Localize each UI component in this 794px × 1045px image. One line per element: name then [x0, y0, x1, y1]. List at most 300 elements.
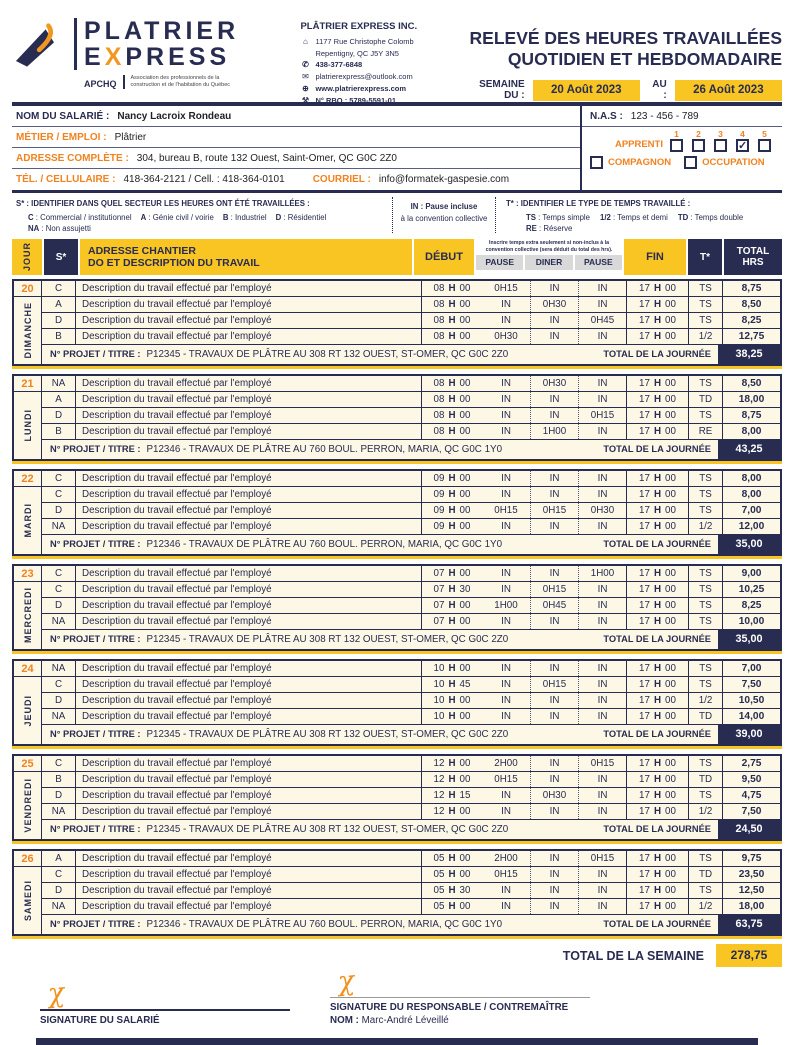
apprenti-checkbox-4[interactable]: ✓ [738, 140, 748, 152]
project-value: P12345 - TRAVAUX DE PLÂTRE AU 308 RT 132 OUEST, ST-OMER, QC G0C 2Z0 [146, 634, 509, 645]
work-description-cell: Description du travail effectué par l'employé [76, 851, 422, 866]
pause1-cell: 2H00 [494, 853, 518, 864]
day-name [14, 677, 41, 744]
pause2-cell: IN [578, 582, 626, 597]
hour-separator: H [653, 885, 662, 896]
fin-cell [626, 851, 688, 866]
fin-cell [626, 899, 688, 914]
work-description-cell: Description du travail effectué par l'employé [76, 297, 422, 312]
col-header-description: ADRESSE CHANTIER DO ET DESCRIPTION DU TRAVAIL [80, 239, 412, 275]
table-row [42, 756, 780, 772]
hour-value: 07 [433, 616, 445, 627]
diner-cell: 0H45 [530, 598, 578, 613]
employee-signature-line[interactable] [40, 1009, 290, 1011]
day-mercredi [12, 564, 782, 654]
legend-sector-item: NA : Non assujetti [28, 224, 91, 233]
row-total-cell: 8,00 [722, 471, 780, 486]
hour-separator: H [448, 473, 456, 484]
fin-cell [626, 519, 688, 534]
sector-code-cell: D [42, 503, 76, 518]
minute-value: 00 [665, 616, 676, 627]
time-type-cell: TS [688, 614, 722, 629]
hour-value: 12 [433, 806, 445, 817]
pause1-cell: IN [501, 711, 511, 722]
project-row [42, 440, 780, 459]
time-type-cell: 1/2 [688, 329, 722, 344]
compagnon-label: COMPAGNON [608, 157, 672, 168]
compagnon-checkbox[interactable] [590, 156, 603, 169]
week-total-label: TOTAL DE LA SEMAINE [562, 948, 704, 963]
diner-cell: 0H15 [530, 677, 578, 692]
pause1-cell: 0H15 [494, 283, 518, 294]
day-rows [42, 661, 780, 744]
supervisor-signature-line[interactable] [330, 997, 590, 998]
work-description-cell: Description du travail effectué par l'employé [76, 899, 422, 914]
nas-row [582, 106, 782, 127]
legend-pause [392, 197, 496, 233]
time-type-cell: TS [688, 756, 722, 771]
minute-value: 00 [665, 695, 676, 706]
row-total-cell: 10,00 [722, 614, 780, 629]
fin-cell [626, 281, 688, 296]
hour-separator: H [448, 853, 456, 864]
diner-cell: 0H30 [530, 297, 578, 312]
table-row [42, 408, 780, 424]
row-total-cell: 8,75 [722, 281, 780, 296]
apprenti-level-2 [691, 129, 706, 152]
time-type-cell: TS [688, 408, 722, 423]
debut-cell [422, 661, 482, 676]
debut-cell [422, 313, 482, 328]
employee-signature-mark: χ [46, 977, 66, 1010]
sector-code-cell: NA [42, 709, 76, 724]
day-total-value: 39,00 [718, 725, 780, 744]
day-name-text: VENDREDI [22, 778, 33, 833]
hour-value: 17 [639, 695, 650, 706]
debut-cell [422, 598, 482, 613]
hour-value: 17 [639, 600, 650, 611]
hour-separator: H [653, 283, 662, 294]
table-row [42, 519, 780, 535]
hour-value: 05 [433, 869, 445, 880]
hour-separator: H [653, 378, 662, 389]
sector-code-cell: NA [42, 376, 76, 391]
hour-value: 10 [433, 711, 445, 722]
minute-value: 00 [459, 853, 471, 864]
row-total-cell: 18,00 [722, 899, 780, 914]
apprenti-number: 3 [718, 129, 723, 139]
company-contact-block [300, 8, 462, 107]
hour-separator: H [448, 315, 456, 326]
row-total-cell: 8,25 [722, 598, 780, 613]
minute-value: 00 [459, 315, 471, 326]
hour-separator: H [448, 331, 456, 342]
day-lundi [12, 374, 782, 464]
apprenti-checkbox-3[interactable] [714, 139, 727, 152]
legend-time-code: 1/2 [600, 213, 611, 222]
apprenti-level-3 [713, 129, 728, 152]
row-total-cell: 8,75 [722, 408, 780, 423]
hour-value: 17 [639, 489, 650, 500]
hour-separator: H [448, 505, 456, 516]
pause1-cell: IN [501, 521, 511, 532]
project-row [42, 725, 780, 744]
time-type-cell: TS [688, 582, 722, 597]
project-row [42, 915, 780, 934]
row-total-cell: 7,50 [722, 804, 780, 819]
project-label: N° PROJET / TITRE : [50, 729, 141, 739]
work-description-cell: Description du travail effectué par l'employé [76, 376, 422, 391]
day-block [12, 849, 782, 936]
project-label: N° PROJET / TITRE : [50, 634, 141, 644]
apprenti-number: 2 [696, 129, 701, 139]
week-end-field[interactable]: 26 Août 2023 [675, 80, 782, 101]
hour-value: 08 [433, 394, 445, 405]
legend-sector-item: D : Résidentiel [275, 213, 327, 222]
diner-cell: 0H15 [530, 582, 578, 597]
logo-wordmark [74, 18, 239, 70]
debut-cell [422, 804, 482, 819]
hour-value: 17 [639, 521, 650, 532]
hour-value: 09 [433, 521, 445, 532]
row-total-cell: 9,75 [722, 851, 780, 866]
hour-separator: H [653, 315, 662, 326]
pause2-cell: IN [578, 329, 626, 344]
week-start-field[interactable]: 20 Août 2023 [533, 80, 640, 101]
time-type-cell: TS [688, 487, 722, 502]
minute-value: 00 [665, 901, 676, 912]
project-value: P12346 - TRAVAUX DE PLÂTRE AU 760 BOUL. PERRON, MARIA, QC G0C 1Y0 [146, 444, 503, 455]
hour-value: 17 [639, 331, 650, 342]
table-row [42, 851, 780, 867]
minute-value: 00 [665, 663, 676, 674]
hour-separator: H [448, 711, 456, 722]
employee-address-row [12, 148, 580, 169]
day-block [12, 659, 782, 746]
day-samedi [12, 849, 782, 939]
debut-cell [422, 297, 482, 312]
legend-sector-item: B : Industriel [222, 213, 267, 222]
apprenti-label: APPRENTI [614, 139, 663, 150]
work-description-cell: Description du travail effectué par l'employé [76, 693, 422, 708]
supervisor-name-value: Marc-André Léveillé [361, 1015, 449, 1026]
hour-value: 10 [433, 663, 445, 674]
day-label-column [14, 851, 42, 934]
pause2-cell: IN [578, 297, 626, 312]
table-row [42, 804, 780, 820]
table-row [42, 899, 780, 915]
hour-separator: H [448, 600, 456, 611]
work-description-cell: Description du travail effectué par l'employé [76, 614, 422, 629]
apprenti-number: 1 [674, 129, 679, 139]
diner-cell: IN [530, 329, 578, 344]
day-label-column [14, 661, 42, 744]
sector-code-cell: C [42, 677, 76, 692]
hour-separator: H [448, 584, 456, 595]
pause1-cell: IN [501, 410, 511, 421]
week-range [462, 79, 782, 101]
hour-separator: H [653, 568, 662, 579]
company-rbq: ⚒ N° RBQ : 5789-5591-01 [301, 95, 396, 105]
legend-pause-line2: à la convention collective [400, 213, 488, 223]
day-total-label: TOTAL DE LA JOURNÉE [603, 349, 711, 359]
project-label: N° PROJET / TITRE : [50, 349, 141, 359]
hour-separator: H [653, 679, 662, 690]
hour-value: 17 [639, 426, 650, 437]
debut-cell [422, 471, 482, 486]
fin-cell [626, 376, 688, 391]
project-row [42, 630, 780, 649]
debut-cell [422, 883, 482, 898]
minute-value: 30 [459, 885, 471, 896]
day-total-value: 63,75 [718, 915, 780, 934]
table-row [42, 883, 780, 899]
work-description-cell: Description du travail effectué par l'employé [76, 329, 422, 344]
pause-note: Inscrire temps extra seulement si non-inclus à la convention collective (sera déduit du total des hrs). [485, 240, 613, 253]
pause2-cell: IN [578, 281, 626, 296]
hour-separator: H [448, 885, 456, 896]
table-row [42, 693, 780, 709]
hour-separator: H [653, 426, 662, 437]
work-description-cell: Description du travail effectué par l'employé [76, 598, 422, 613]
day-total-value: 38,25 [718, 345, 780, 364]
pause2-cell: IN [578, 424, 626, 439]
hour-value: 05 [433, 853, 445, 864]
time-type-cell: TS [688, 313, 722, 328]
col-header-type: T* [688, 239, 722, 275]
hour-separator: H [653, 505, 662, 516]
apprenti-checkbox-1[interactable] [670, 139, 683, 152]
hour-value: 17 [639, 663, 650, 674]
hour-separator: H [448, 663, 456, 674]
debut-cell [422, 788, 482, 803]
hour-separator: H [448, 521, 456, 532]
row-total-cell: 7,00 [722, 661, 780, 676]
row-total-cell: 8,25 [722, 313, 780, 328]
company-address: ⌂ 1177 Rue Christophe Colomb Repentigny, QC J5Y 3N5 [300, 36, 462, 59]
table-row [42, 424, 780, 440]
hour-value: 08 [433, 299, 445, 310]
minute-value: 00 [665, 331, 676, 342]
table-row [42, 661, 780, 677]
table-row [42, 297, 780, 313]
company-email: ✉ platrierexpress@outlook.com [302, 71, 413, 81]
work-description-cell: Description du travail effectué par l'employé [76, 487, 422, 502]
debut-cell [422, 614, 482, 629]
col-header-pause2: PAUSE [575, 255, 622, 270]
row-total-cell: 4,75 [722, 788, 780, 803]
pause2-cell: IN [578, 804, 626, 819]
fin-cell [626, 693, 688, 708]
fin-cell [626, 471, 688, 486]
pause2-cell: 0H15 [578, 851, 626, 866]
hour-separator: H [448, 410, 456, 421]
supervisor-name-label: NOM : [330, 1015, 359, 1026]
debut-cell [422, 772, 482, 787]
hour-separator: H [448, 901, 456, 912]
hour-value: 17 [639, 299, 650, 310]
time-type-cell: 1/2 [688, 899, 722, 914]
minute-value: 00 [459, 473, 471, 484]
sector-code-cell: NA [42, 804, 76, 819]
minute-value: 00 [459, 774, 471, 785]
legend-time-type [496, 197, 782, 233]
hour-separator: H [653, 663, 662, 674]
diner-cell: IN [530, 693, 578, 708]
sector-code-cell: B [42, 424, 76, 439]
week-total-row [12, 944, 782, 967]
legend-sector-code: B [222, 213, 229, 222]
work-description-cell: Description du travail effectué par l'employé [76, 392, 422, 407]
debut-cell [422, 408, 482, 423]
table-row [42, 392, 780, 408]
debut-cell [422, 487, 482, 502]
diner-cell: 0H30 [530, 788, 578, 803]
hour-value: 10 [433, 679, 445, 690]
work-description-cell: Description du travail effectué par l'employé [76, 756, 422, 771]
pause2-cell: IN [578, 867, 626, 882]
globe-icon: ⊕ [302, 83, 309, 93]
sector-code-cell: D [42, 408, 76, 423]
day-name-text: JEUDI [22, 694, 33, 727]
day-number: 21 [14, 376, 41, 392]
apprenti-number: 5 [762, 129, 767, 139]
hour-value: 17 [639, 568, 650, 579]
day-label-column [14, 756, 42, 839]
home-icon: ⌂ [303, 37, 308, 47]
pause1-cell: 0H30 [494, 331, 518, 342]
employee-name-label: NOM DU SALARIÉ : [16, 110, 110, 122]
minute-value: 00 [665, 315, 676, 326]
pause2-cell: 0H15 [578, 756, 626, 771]
debut-cell [422, 392, 482, 407]
sector-code-cell: C [42, 471, 76, 486]
debut-cell [422, 424, 482, 439]
minute-value: 00 [665, 489, 676, 500]
hour-separator: H [653, 521, 662, 532]
work-description-cell: Description du travail effectué par l'employé [76, 408, 422, 423]
minute-value: 00 [459, 695, 471, 706]
company-name: PLÂTRIER EXPRESS INC. [300, 21, 418, 32]
diner-cell: IN [530, 471, 578, 486]
compagnon-occupation-row [588, 156, 776, 169]
minute-value: 00 [665, 774, 676, 785]
signatures [12, 967, 782, 1026]
work-description-cell: Description du travail effectué par l'employé [76, 313, 422, 328]
sector-code-cell: NA [42, 614, 76, 629]
occupation-checkbox[interactable] [684, 156, 697, 169]
hour-value: 08 [433, 426, 445, 437]
day-total-label: TOTAL DE LA JOURNÉE [603, 539, 711, 549]
hour-value: 17 [639, 869, 650, 880]
work-description-cell: Description du travail effectué par l'employé [76, 772, 422, 787]
hour-value: 17 [639, 758, 650, 769]
debut-cell [422, 899, 482, 914]
gold-divider [12, 746, 782, 749]
document-title-zone [462, 8, 782, 101]
hour-separator: H [653, 853, 662, 864]
hour-value: 08 [433, 331, 445, 342]
table-row [42, 566, 780, 582]
minute-value: 00 [665, 521, 676, 532]
table-row [42, 582, 780, 598]
supervisor-signature-label: SIGNATURE DU RESPONSABLE / CONTREMAÎTRE [330, 1002, 569, 1013]
minute-value: 00 [665, 426, 676, 437]
sector-code-cell: A [42, 297, 76, 312]
table-row [42, 313, 780, 329]
phone-icon: ✆ [302, 59, 309, 69]
apprenti-checkbox-5[interactable] [758, 139, 771, 152]
sector-code-cell: NA [42, 899, 76, 914]
fin-cell [626, 313, 688, 328]
minute-value: 45 [459, 679, 471, 690]
pause1-cell: IN [501, 885, 511, 896]
sector-code-cell: D [42, 883, 76, 898]
debut-cell [422, 756, 482, 771]
day-name-text: MERCREDI [22, 587, 33, 644]
legend-pause-line1: IN : Pause incluse [410, 202, 478, 211]
project-label: N° PROJET / TITRE : [50, 919, 141, 929]
minute-value: 00 [459, 394, 471, 405]
work-description-cell: Description du travail effectué par l'employé [76, 867, 422, 882]
table-row [42, 614, 780, 630]
hour-separator: H [448, 758, 456, 769]
diner-cell: IN [530, 899, 578, 914]
day-name [14, 772, 41, 839]
project-value: P12346 - TRAVAUX DE PLÂTRE AU 760 BOUL. PERRON, MARIA, QC G0C 1Y0 [146, 919, 503, 930]
fin-cell [626, 756, 688, 771]
hour-value: 17 [639, 853, 650, 864]
hour-value: 17 [639, 283, 650, 294]
diner-cell: 1H00 [530, 424, 578, 439]
hour-separator: H [448, 679, 456, 690]
pause1-cell: IN [501, 315, 511, 326]
debut-cell [422, 519, 482, 534]
pause2-cell: IN [578, 519, 626, 534]
bottom-bar [36, 1038, 758, 1045]
work-description-cell: Description du travail effectué par l'employé [76, 566, 422, 581]
fin-cell [626, 503, 688, 518]
gold-divider [12, 841, 782, 844]
debut-cell [422, 329, 482, 344]
apprenti-level-4 [735, 129, 750, 152]
diner-cell: IN [530, 519, 578, 534]
time-type-cell: TS [688, 851, 722, 866]
time-type-cell: TS [688, 788, 722, 803]
hour-separator: H [653, 901, 662, 912]
sector-code-cell: A [42, 392, 76, 407]
gold-divider [12, 936, 782, 939]
hour-value: 08 [433, 378, 445, 389]
pause1-cell: 2H00 [494, 758, 518, 769]
day-rows [42, 471, 780, 554]
table-row [42, 281, 780, 297]
row-total-cell: 23,50 [722, 867, 780, 882]
supervisor-signature-block [330, 967, 590, 1026]
table-row [42, 376, 780, 392]
apprenti-checkbox-2[interactable] [692, 139, 705, 152]
hour-value: 17 [639, 378, 650, 389]
project-value: P12345 - TRAVAUX DE PLÂTRE AU 308 RT 132 OUEST, ST-OMER, QC G0C 2Z0 [146, 824, 509, 835]
day-block [12, 564, 782, 651]
project-row [42, 345, 780, 364]
minute-value: 00 [665, 806, 676, 817]
sector-code-cell: NA [42, 661, 76, 676]
hour-separator: H [653, 774, 662, 785]
minute-value: 00 [665, 378, 676, 389]
work-description-cell: Description du travail effectué par l'employé [76, 883, 422, 898]
hour-value: 08 [433, 283, 445, 294]
